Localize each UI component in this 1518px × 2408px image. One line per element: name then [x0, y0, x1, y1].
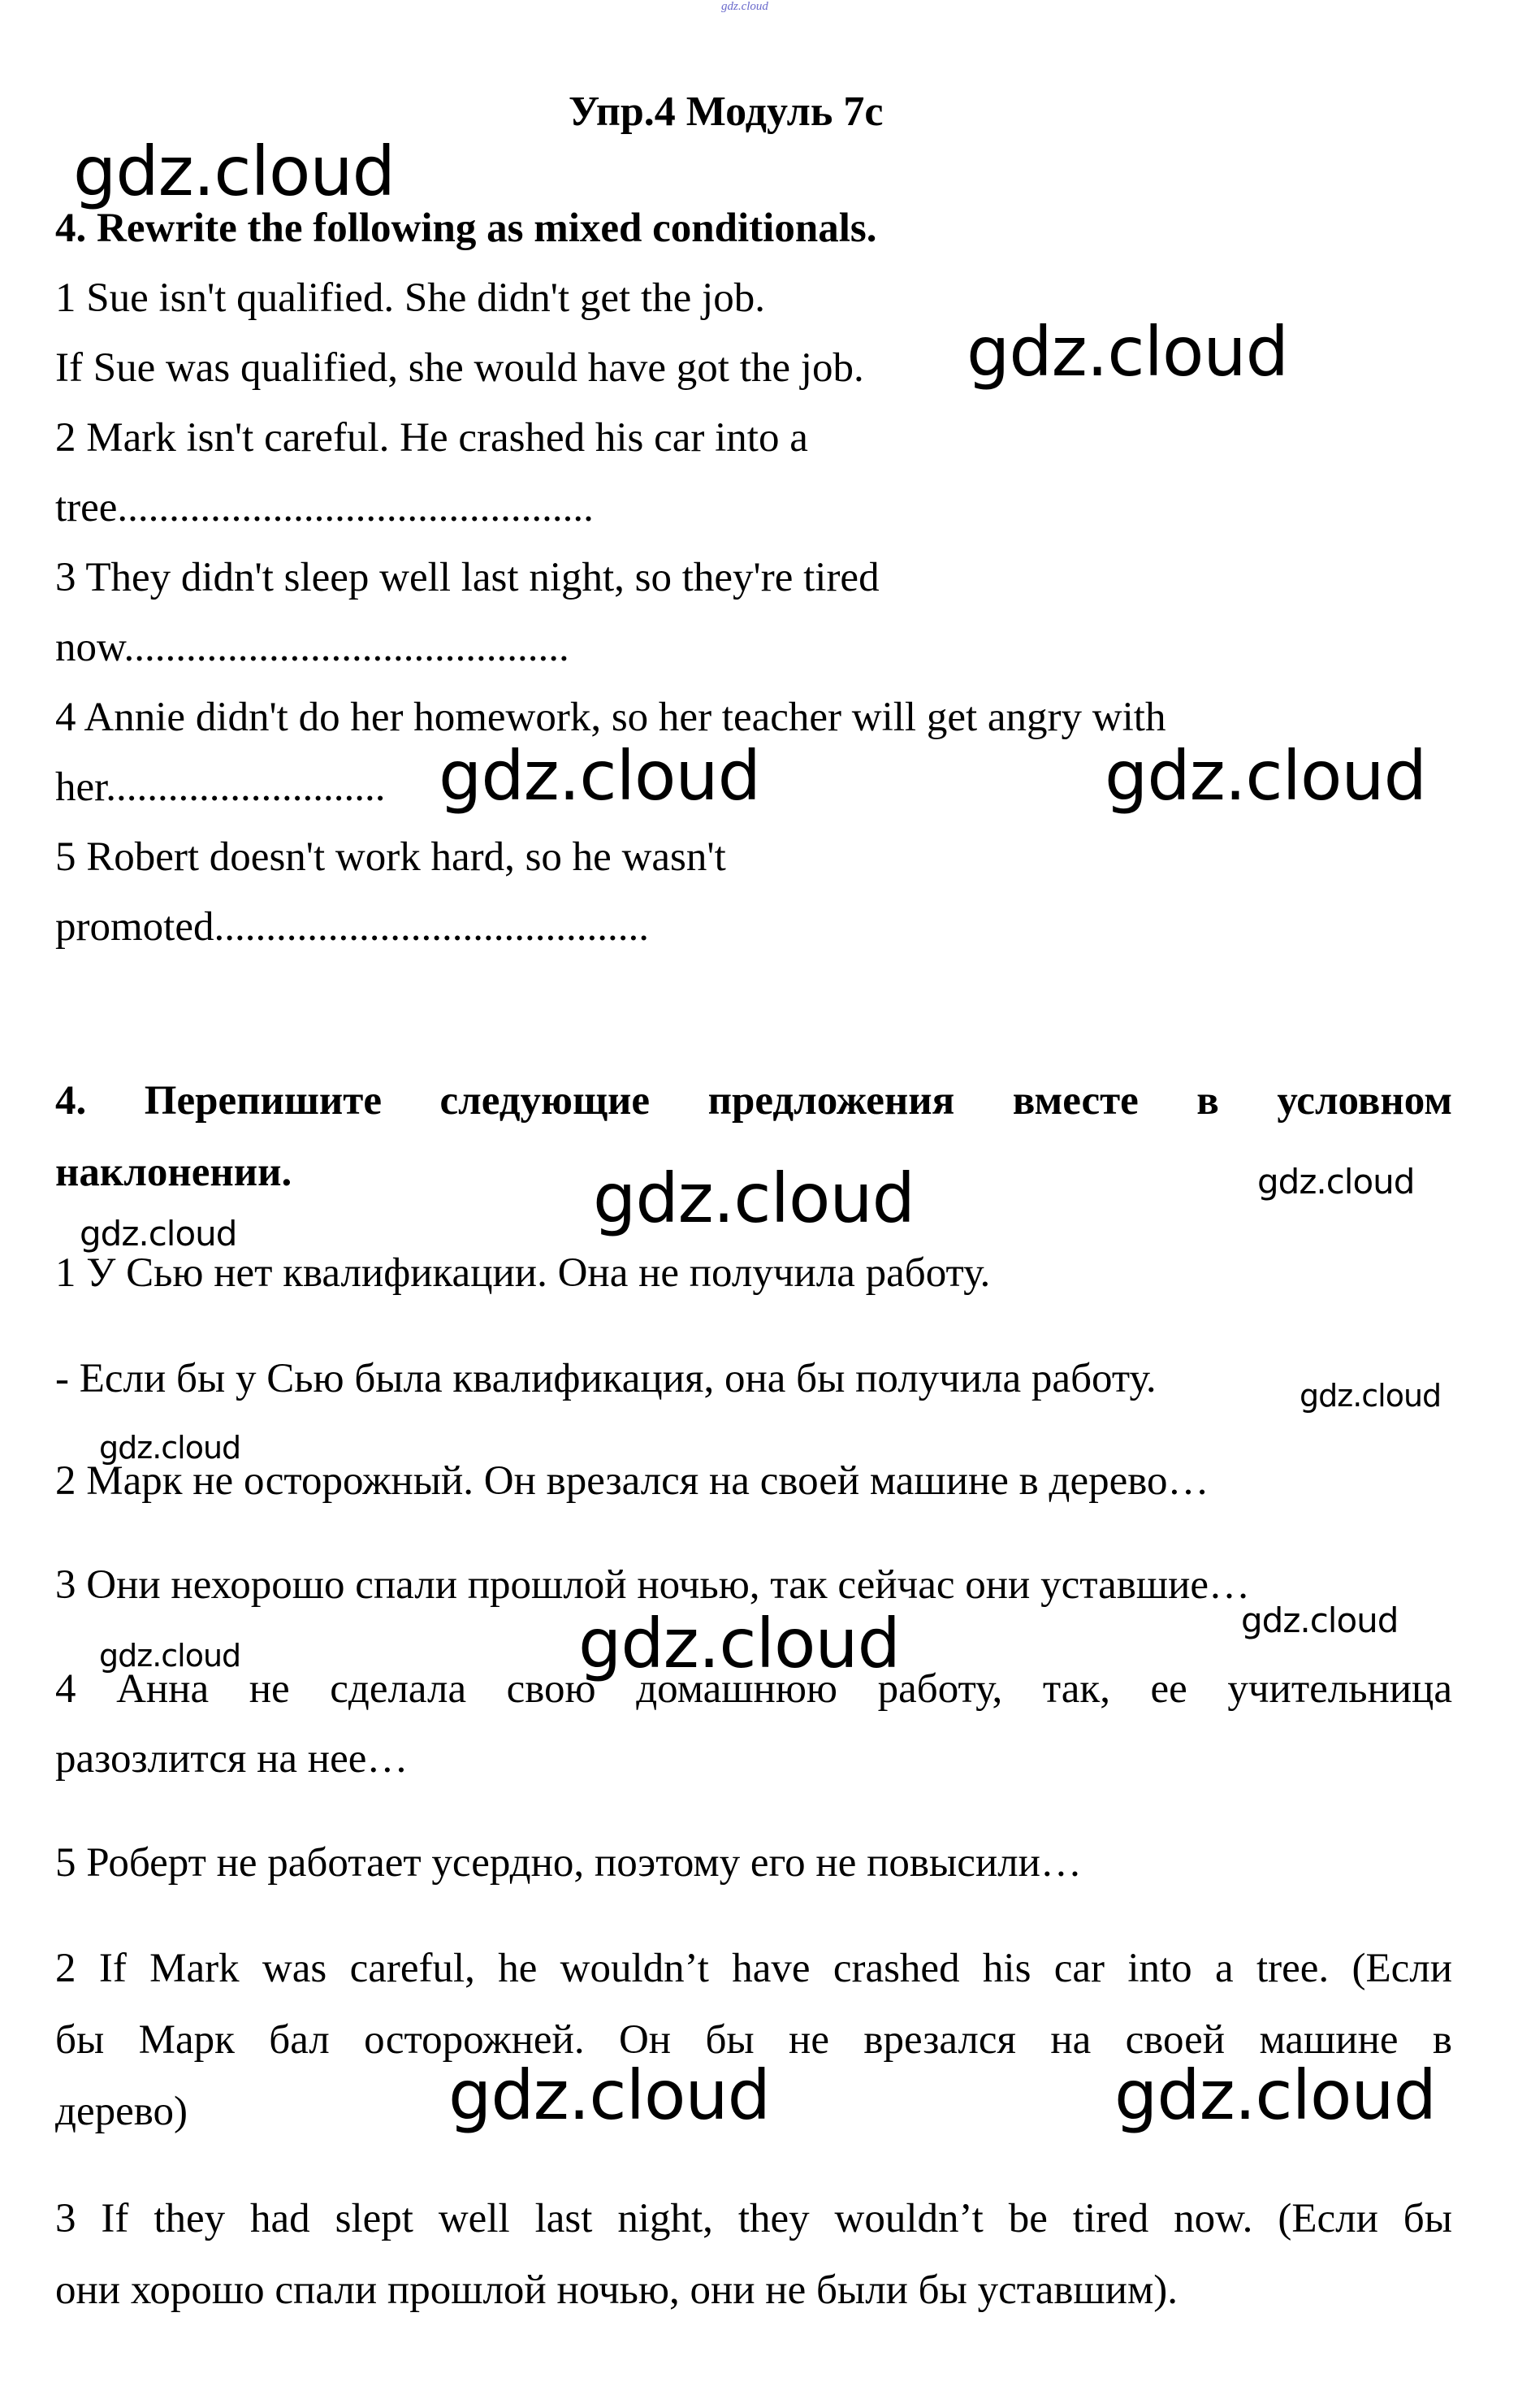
watermark: gdz.cloud [99, 1638, 241, 1674]
page-title: Упр.4 Модуль 7c [569, 89, 884, 135]
en-item-5-line-1: 5 Robert doesn't work hard, so he wasn't [55, 834, 726, 880]
watermark: gdz.cloud [1105, 736, 1426, 816]
watermark: gdz.cloud [593, 1159, 915, 1238]
exercise-heading-en: 4. Rewrite the following as mixed conditionals. [55, 206, 877, 251]
ru-item-4-line-2: разозлится на нее… [55, 1736, 409, 1782]
watermark: gdz.cloud [578, 1604, 900, 1683]
watermark: gdz.cloud [1241, 1600, 1399, 1640]
en-item-3-line-1: 3 They didn't sleep well last night, so they're tired [55, 555, 880, 600]
watermark: gdz.cloud [1300, 1378, 1442, 1414]
watermark: gdz.cloud [73, 132, 395, 211]
en-item-5-line-2: promoted.......................................... [55, 904, 649, 950]
answer-2-line-3: дерево) [55, 2089, 188, 2134]
answer-3-line-1: 3 If they had slept well last night, they wouldn’t be tired now. (Если бы [55, 2196, 1452, 2241]
en-item-2-line-1: 2 Mark isn't careful. He crashed his car into a [55, 415, 808, 461]
en-item-1: 1 Sue isn't qualified. She didn't get the job. [55, 275, 765, 321]
watermark: gdz.cloud [1257, 1162, 1415, 1202]
en-item-2-line-2: tree.............................................. [55, 485, 594, 531]
en-item-4-line-1: 4 Annie didn't do her homework, so her teacher will get angry with [55, 695, 1166, 740]
watermark: gdz.cloud [439, 736, 760, 816]
ru-item-1-answer: - Если бы у Сью была квалификация, она бы получила работу. [55, 1356, 1157, 1401]
top-watermark: gdz.cloud [721, 0, 768, 13]
ru-item-2: 2 Марк не осторожный. Он врезался на своей машине в дерево… [55, 1458, 1209, 1504]
watermark: gdz.cloud [967, 312, 1288, 392]
answer-2-line-1: 2 If Mark was careful, he wouldn’t have crashed his car into a tree. (Если [55, 1946, 1452, 1991]
answer-3-line-2: они хорошо спали прошлой ночью, они не были бы уставшим). [55, 2267, 1178, 2313]
watermark: gdz.cloud [80, 1214, 237, 1254]
ru-item-3: 3 Они нехорошо спали прошлой ночью, так сейчас они уставшие… [55, 1562, 1251, 1608]
en-item-1-answer: If Sue was qualified, she would have got the job. [55, 345, 864, 391]
watermark: gdz.cloud [448, 2055, 770, 2135]
ru-item-1: 1 У Сью нет квалификации. Она не получила работу. [55, 1250, 991, 1296]
en-item-4-line-2: her........................... [55, 764, 386, 810]
answer-2-line-2: бы Марк бал осторожней. Он бы не врезался на своей машине в [55, 2017, 1452, 2063]
ru-item-5: 5 Роберт не работает усердно, поэтому его не повысили… [55, 1840, 1082, 1886]
exercise-heading-ru: 4. Перепишите следующие предложения вместе в условном [55, 1078, 1452, 1124]
ru-item-4-line-1: 4 Анна не сделала свою домашнюю работу, так, ее учительница [55, 1666, 1452, 1712]
exercise-heading-ru-line-2: наклонении. [55, 1150, 292, 1195]
watermark: gdz.cloud [99, 1430, 241, 1466]
watermark: gdz.cloud [1114, 2055, 1436, 2135]
en-item-3-line-2: now........................................... [55, 625, 569, 670]
